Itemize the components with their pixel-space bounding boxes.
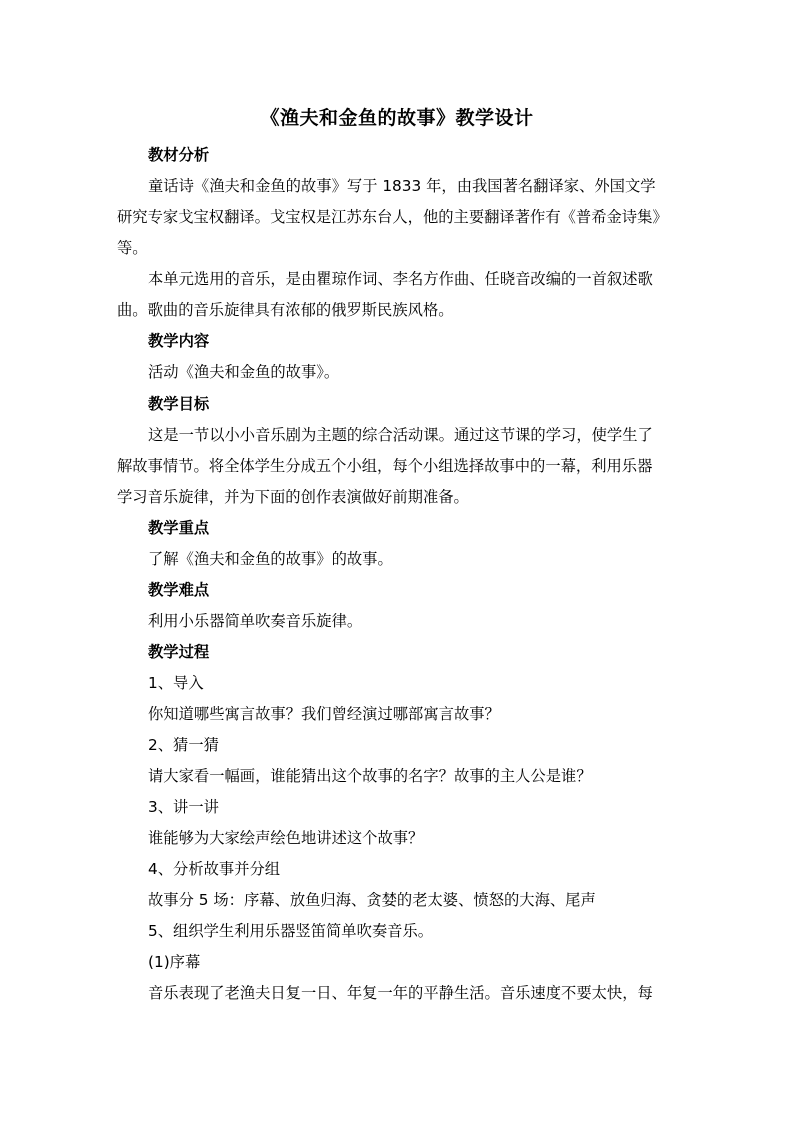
paragraph-line: 谁能够为大家绘声绘色地讲述这个故事？ xyxy=(148,829,424,847)
paragraph-line: 活动《渔夫和金鱼的故事》。 xyxy=(148,363,340,381)
paragraph-line: 你知道哪些寓言故事？我们曾经演过哪部寓言故事？ xyxy=(148,705,500,723)
paragraph-line: 曲。歌曲的音乐旋律具有浓郁的俄罗斯民族风格。 xyxy=(117,301,454,319)
paragraph-line: 了解《渔夫和金鱼的故事》的故事。 xyxy=(148,550,393,568)
paragraph-line: 请大家看一幅画，谁能猜出这个故事的名字？故事的主人公是谁？ xyxy=(148,767,592,785)
step-heading: 1、导入 xyxy=(148,674,204,692)
paragraph-line: 利用小乐器简单吹奏音乐旋律。 xyxy=(148,612,363,630)
step-heading: 3、讲一讲 xyxy=(148,798,219,816)
paragraph-line: 本单元选用的音乐，是由瞿琼作词、李名方作曲、任晓音改编的一首叙述歌 xyxy=(148,270,653,288)
step-heading: 4、分析故事并分组 xyxy=(148,860,281,878)
step-heading: 5、组织学生利用乐器竖笛简单吹奏音乐。 xyxy=(148,922,434,940)
paragraph-line: 音乐表现了老渔夫日复一日、年复一年的平静生活。音乐速度不要太快，每 xyxy=(148,984,653,1002)
heading-process: 教学过程 xyxy=(148,643,210,661)
heading-content: 教学内容 xyxy=(148,332,210,350)
paragraph-line: 这是一节以小小音乐剧为主题的综合活动课。通过这节课的学习，使学生了 xyxy=(148,426,653,444)
heading-key: 教学重点 xyxy=(148,519,210,537)
paragraph-line: 童话诗《渔夫和金鱼的故事》写于 1833 年，由我国著名翻译家、外国文学 xyxy=(148,177,656,195)
heading-analysis: 教材分析 xyxy=(148,146,210,164)
paragraph-line: 等。 xyxy=(117,239,148,257)
step-heading: 2、猜一猜 xyxy=(148,736,219,754)
heading-goal: 教学目标 xyxy=(148,395,210,413)
paragraph-line: 学习音乐旋律，并为下面的创作表演做好前期准备。 xyxy=(117,488,469,506)
sub-heading: (1)序幕 xyxy=(148,953,201,971)
document-title: 《渔夫和金鱼的故事》教学设计 xyxy=(260,107,534,129)
heading-difficulty: 教学难点 xyxy=(148,581,210,599)
paragraph-line: 解故事情节。将全体学生分成五个小组，每个小组选择故事中的一幕，利用乐器 xyxy=(117,457,653,475)
paragraph-line: 故事分 5 场：序幕、放鱼归海、贪婪的老太婆、愤怒的大海、尾声 xyxy=(148,891,596,909)
paragraph-line: 研究专家戈宝权翻译。戈宝权是江苏东台人，他的主要翻译著作有《普希金诗集》 xyxy=(117,208,668,226)
